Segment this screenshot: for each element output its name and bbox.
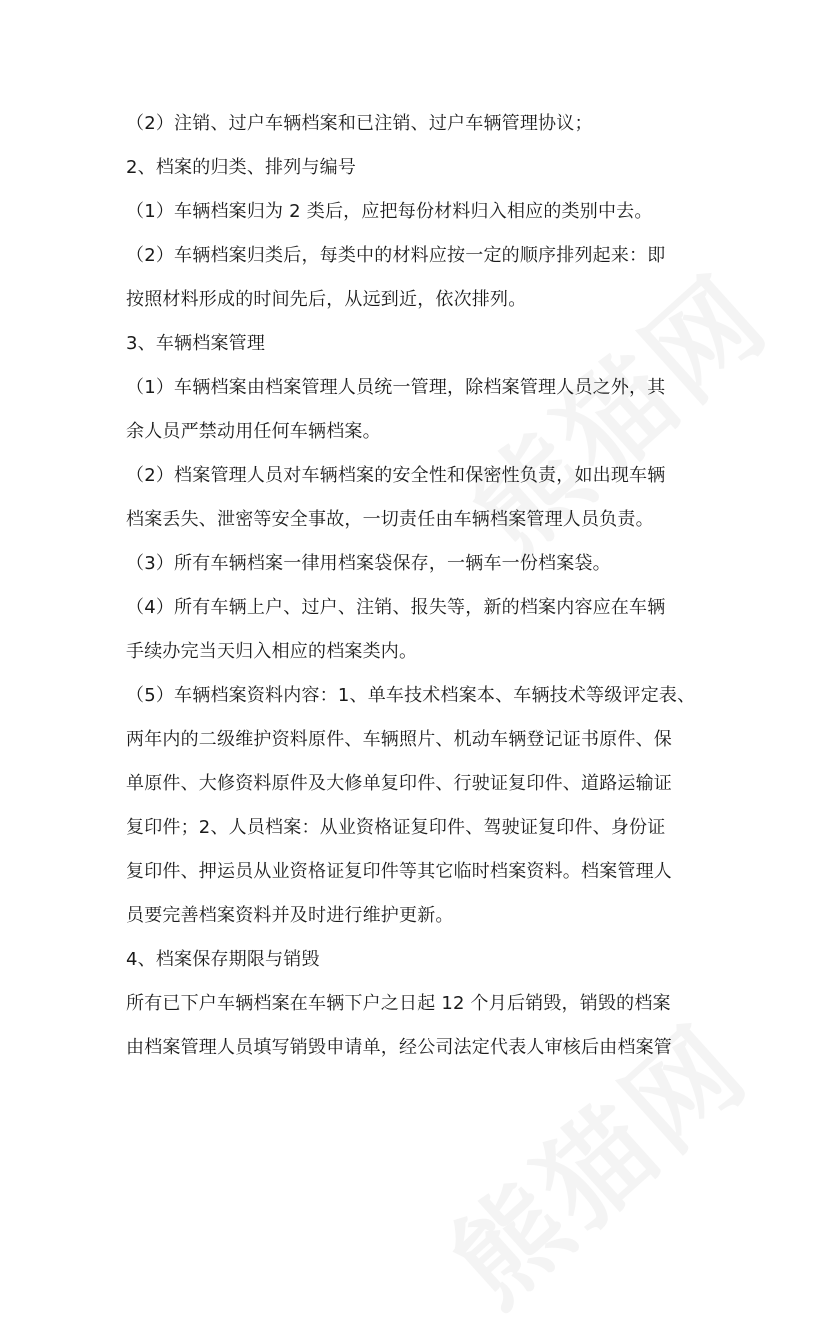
text-line: （1）车辆档案由档案管理人员统一管理，除档案管理人员之外，其 — [126, 377, 666, 398]
text-line: （2）车辆档案归类后，每类中的材料应按一定的顺序排列起来：即 — [126, 245, 666, 266]
text-line: （2）注销、过户车辆档案和已注销、过户车辆管理协议； — [126, 113, 593, 134]
text-line: 手续办完当天归入相应的档案类内。 — [126, 641, 418, 662]
text-line: （5）车辆档案资料内容：1、单车技术档案本、车辆技术等级评定表、 — [126, 685, 696, 706]
section-heading: 2、档案的归类、排列与编号 — [126, 157, 357, 178]
text-line: （4）所有车辆上户、过户、注销、报失等，新的档案内容应在车辆 — [126, 597, 666, 618]
text-line: 员要完善档案资料并及时进行维护更新。 — [126, 905, 454, 926]
text-line: 两年内的二级维护资料原件、车辆照片、机动车辆登记证书原件、保 — [126, 729, 672, 750]
section-heading: 4、档案保存期限与销毁 — [126, 949, 320, 970]
text-line: 单原件、大修资料原件及大修单复印件、行驶证复印件、道路运输证 — [126, 773, 672, 794]
text-line: 按照材料形成的时间先后，从远到近，依次排列。 — [126, 289, 527, 310]
text-line: 所有已下户车辆档案在车辆下户之日起 12 个月后销毁，销毁的档案 — [126, 993, 671, 1014]
text-line: （2）档案管理人员对车辆档案的安全性和保密性负责，如出现车辆 — [126, 465, 666, 486]
section-heading: 3、车辆档案管理 — [126, 333, 266, 354]
text-line: （3）所有车辆档案一律用档案袋保存，一辆车一份档案袋。 — [126, 553, 611, 574]
text-line: 档案丢失、泄密等安全事故，一切责任由车辆档案管理人员负责。 — [126, 509, 654, 530]
text-line: 复印件、押运员从业资格证复印件等其它临时档案资料。档案管理人 — [126, 861, 672, 882]
text-line: 余人员严禁动用任何车辆档案。 — [126, 421, 381, 442]
text-line: 复印件；2、人员档案：从业资格证复印件、驾驶证复印件、身份证 — [126, 817, 666, 838]
text-line: （1）车辆档案归为 2 类后，应把每份材料归入相应的类别中去。 — [126, 201, 653, 222]
text-line: 由档案管理人员填写销毁申请单，经公司法定代表人审核后由档案管 — [126, 1037, 672, 1058]
